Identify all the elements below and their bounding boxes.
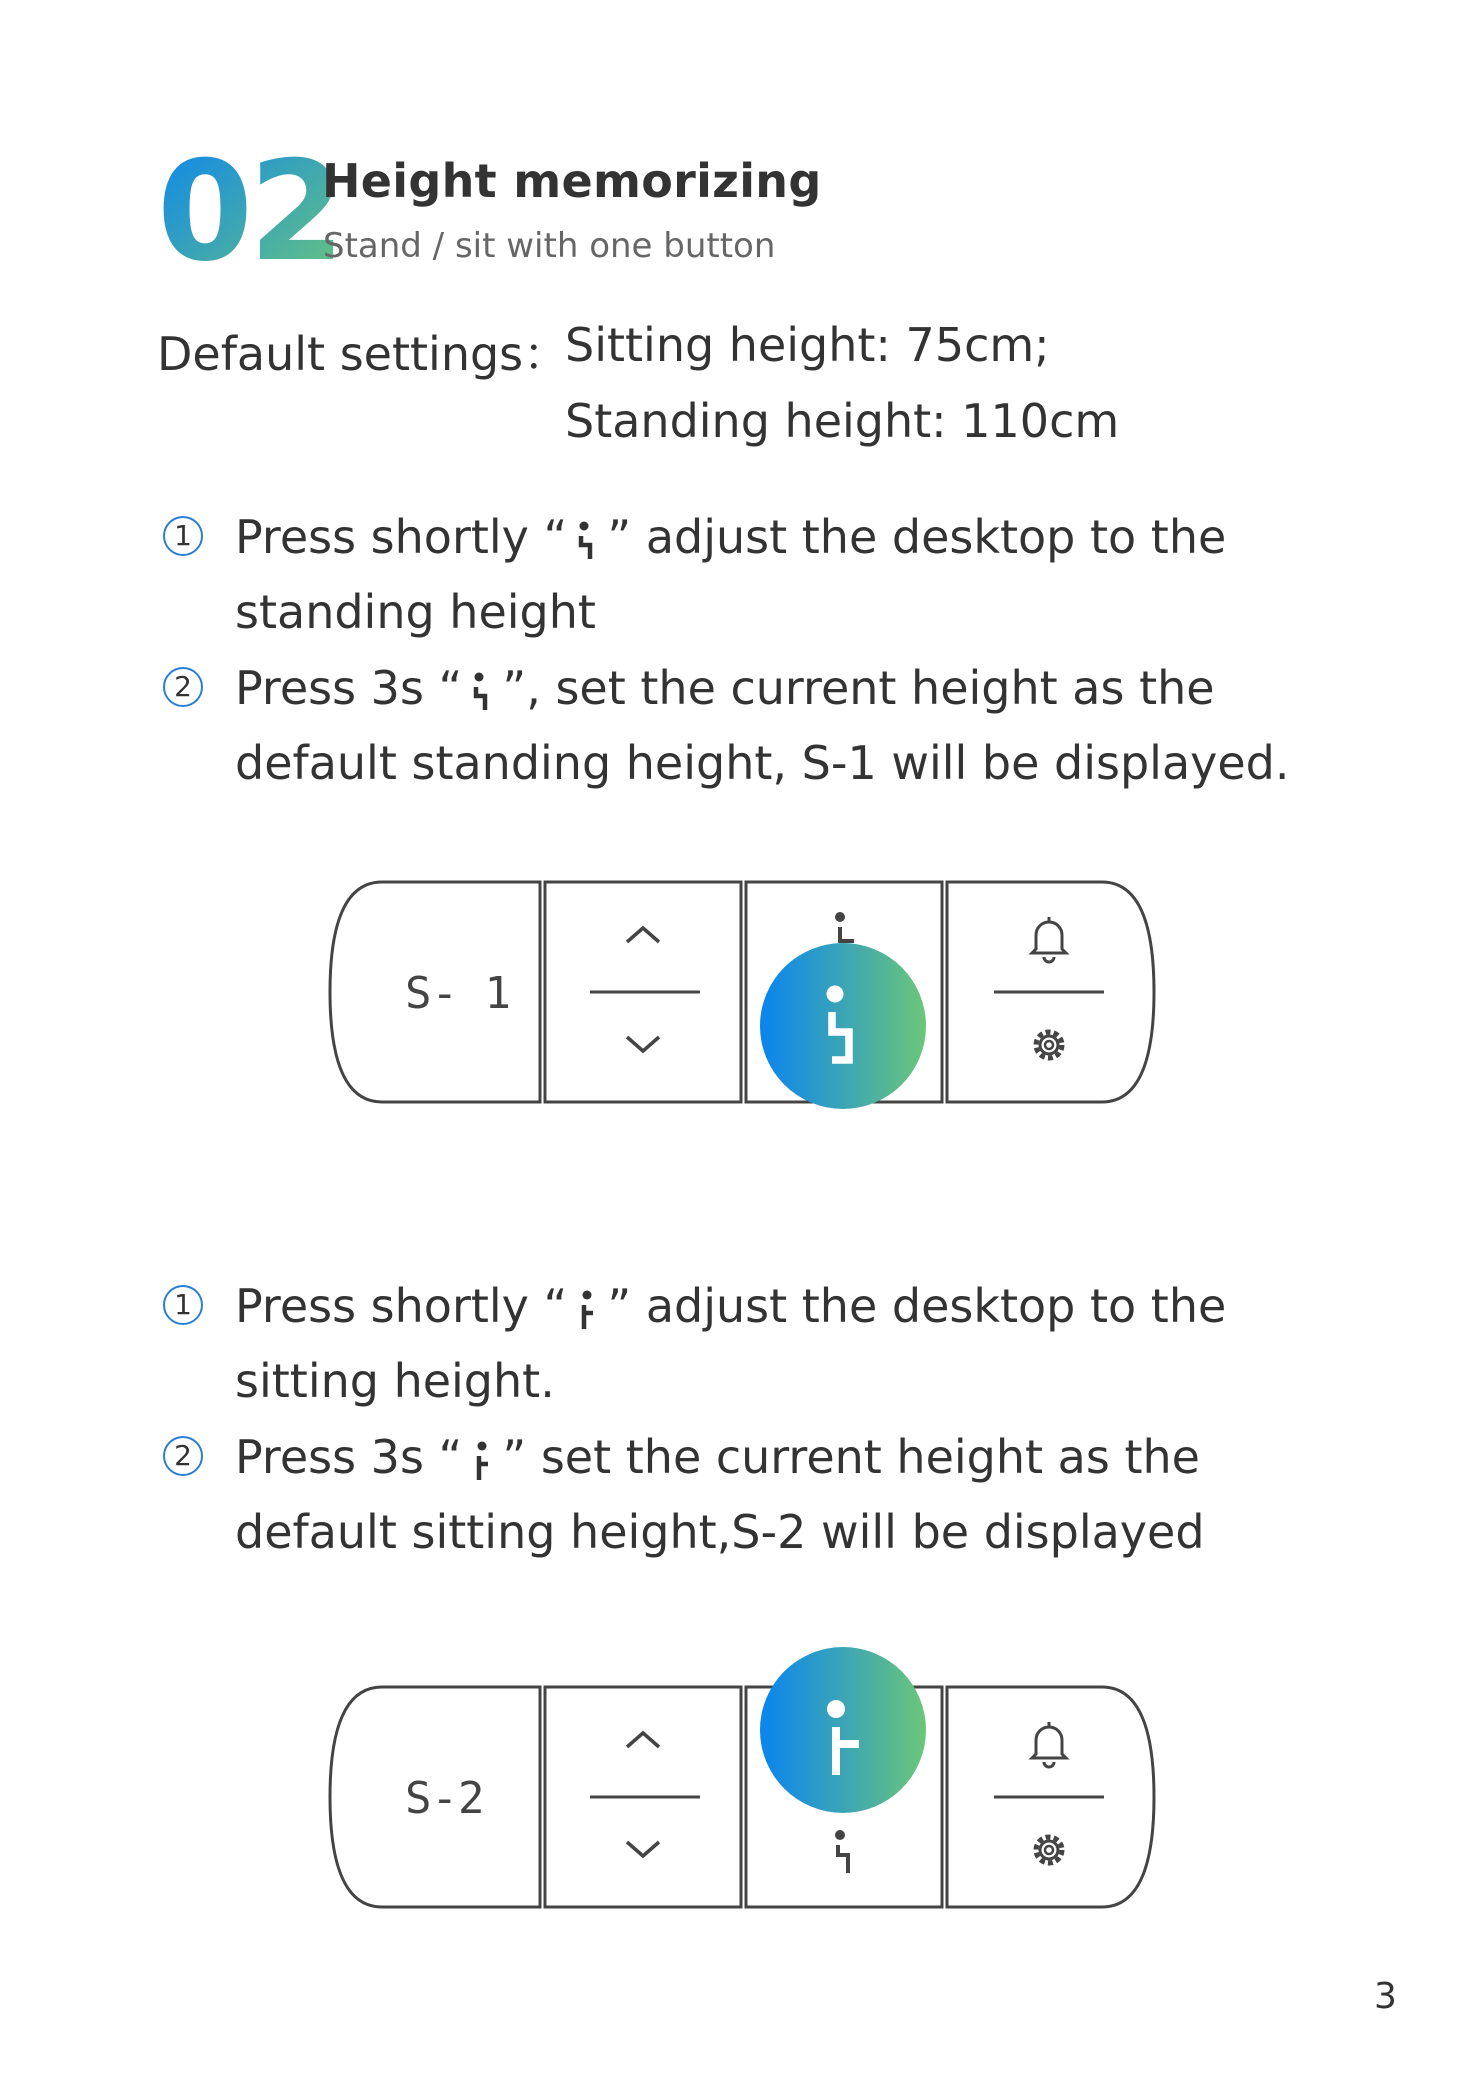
stand-step-2: 2 Press 3s “ ”, set the current height as the default standing height, S-1 will be displayed. [157,651,1337,801]
default-standing-height: Standing height: 110cm [565,394,1120,448]
stand-button-highlight[interactable] [760,943,926,1109]
gear-icon[interactable] [1036,1032,1062,1058]
defaults-label: Default settings： [157,327,570,381]
stand-person-icon[interactable] [835,1830,848,1873]
panel-display: S-2 [405,1773,485,1824]
up-arrow-icon[interactable] [627,928,659,942]
step-number: 1 [163,516,203,556]
svg-text:02: 02 [157,131,342,292]
sit-step-1: 1 Press shortly “ ” adjust the desktop to the sitting height. [157,1269,1337,1419]
gear-icon[interactable] [1036,1837,1062,1863]
control-panel-sit [322,1682,1162,1912]
sit-person-icon[interactable] [835,912,854,941]
sit-button-highlight[interactable] [760,1647,926,1813]
sit-person-icon [567,1287,607,1333]
stand-person-icon [567,518,607,564]
bell-icon[interactable] [1032,917,1066,962]
bell-icon[interactable] [1032,1722,1066,1767]
control-panel-stand [322,877,1162,1107]
section-subtitle: Stand / sit with one button [323,226,776,266]
step-number: 1 [163,1285,203,1325]
down-arrow-icon[interactable] [627,1842,659,1856]
down-arrow-icon[interactable] [627,1037,659,1051]
stand-person-icon [462,669,502,715]
step-number: 2 [163,667,203,707]
section-number [157,131,342,292]
page-number: 3 [1374,1976,1397,2017]
panel-display: S- 1 [405,968,511,1019]
up-arrow-icon[interactable] [627,1733,659,1747]
stand-step-1: 1 Press shortly “ ” adjust the desktop to the standing height [157,500,1337,650]
sit-person-icon [462,1438,502,1484]
sit-step-2: 2 Press 3s “ ” set the current height as the default sitting height,S-2 will be displayed [157,1420,1337,1570]
step-number: 2 [163,1436,203,1476]
section-title: Height memorizing [322,154,822,208]
default-sitting-height: Sitting height: 75cm; [565,318,1050,372]
